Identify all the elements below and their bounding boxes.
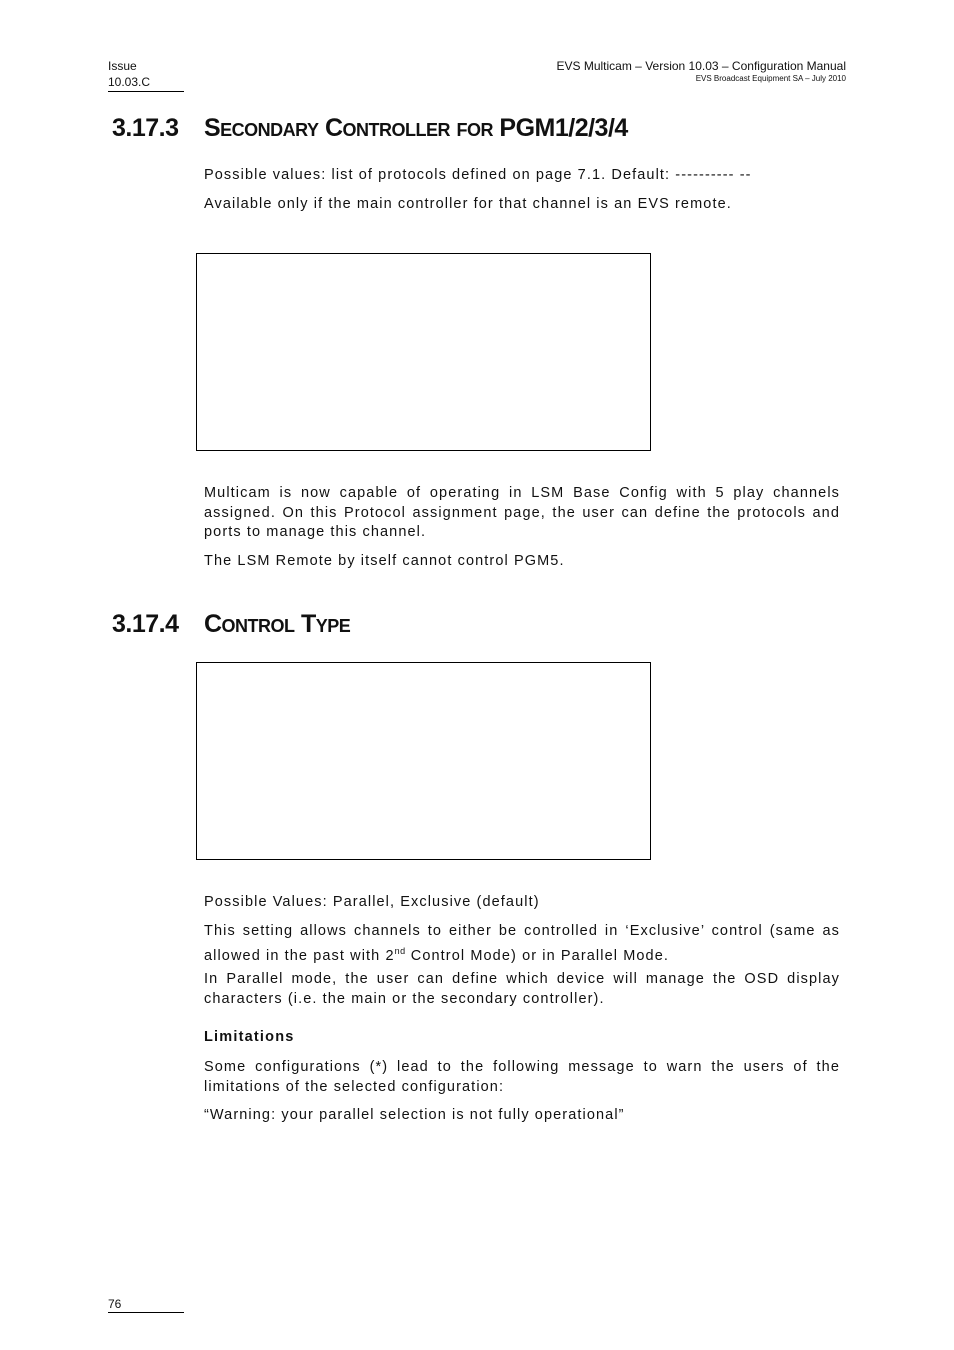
page-number: 76 xyxy=(108,1297,184,1313)
issue-version: 10.03.C xyxy=(108,74,184,92)
setting-text: This setting allows channels to either be controlled in ‘Exclusive’ control (same as allowed in the past with 2 xyxy=(204,923,840,964)
section-title: Control Type xyxy=(204,610,351,638)
screenshot-placeholder xyxy=(196,662,651,860)
paragraph-configurations: Some configurations (*) lead to the following message to warn the users of the limitations of the selected configuration: xyxy=(204,1059,840,1095)
paragraph-warning: “Warning: your parallel selection is not fully operational” xyxy=(204,1107,625,1123)
publisher-line: EVS Broadcast Equipment SA – July 2010 xyxy=(695,74,846,83)
section-title: Secondary Controller for xyxy=(204,114,500,142)
paragraph-parallel-mode: In Parallel mode, the user can define which device will manage the OSD display characters (i.e. the main or the secondary controller). xyxy=(204,971,840,1007)
screenshot-placeholder xyxy=(196,253,651,451)
section-title-tail: PGM1/2/3/4 xyxy=(499,114,628,142)
section-heading-3173 xyxy=(112,114,628,143)
paragraph-lsm-base-config: Multicam is now capable of operating in LSM Base Config with 5 play channels assigned. On this Protocol assignment page, the user can define the protocols and ports to manage this channel. xyxy=(204,485,840,540)
paragraph-control-values: Possible Values: Parallel, Exclusive (default) xyxy=(204,894,540,910)
ordinal-suffix: nd xyxy=(394,945,406,956)
setting-text-end: Control Mode) or in Parallel Mode. xyxy=(405,947,669,964)
limitations-heading: Limitations xyxy=(204,1029,295,1045)
header-left xyxy=(108,58,184,92)
paragraph-lsm-remote: The LSM Remote by itself cannot control PGM5. xyxy=(204,553,565,569)
paragraph-setting xyxy=(204,922,840,966)
header-right xyxy=(557,58,847,84)
paragraph-available: Available only if the main controller for that channel is an EVS remote. xyxy=(204,196,732,212)
section-heading-3174 xyxy=(112,610,350,639)
paragraph-possible-values: Possible values: list of protocols defined on page 7.1. Default: ---------- -- xyxy=(204,167,752,183)
section-number: 3.17.3 xyxy=(112,114,179,142)
manual-title: EVS Multicam – Version 10.03 – Configuration Manual xyxy=(556,59,846,73)
section-number: 3.17.4 xyxy=(112,610,179,638)
issue-label: Issue xyxy=(108,59,137,73)
